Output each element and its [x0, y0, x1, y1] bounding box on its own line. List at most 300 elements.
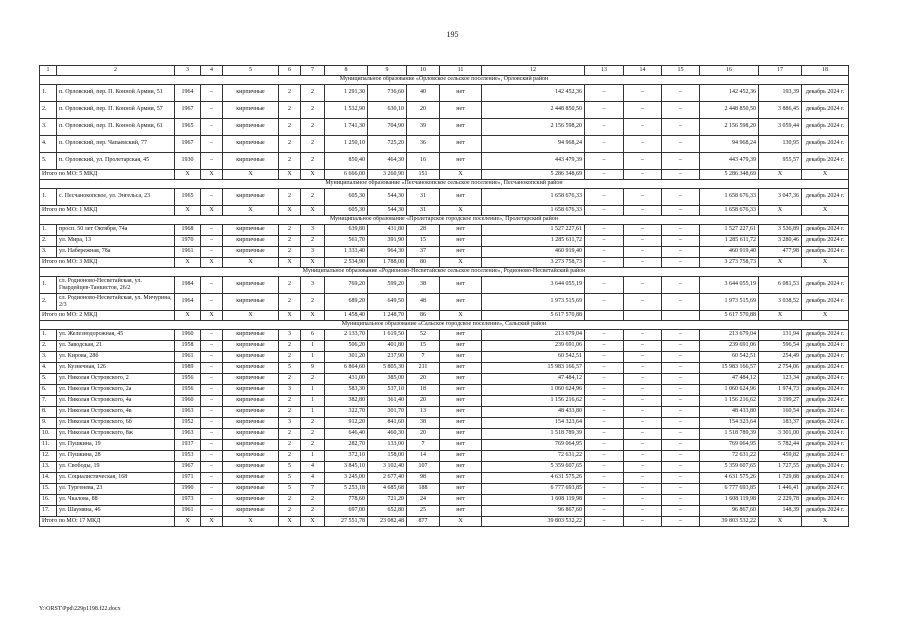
table-cell: –	[624, 374, 662, 385]
total-cell: –	[662, 258, 700, 268]
table-row	[40, 484, 849, 495]
table-cell: 211	[407, 363, 440, 374]
total-cell: X	[279, 170, 301, 180]
table-cell: 1 727,55	[759, 462, 802, 473]
table-cell: 1.	[40, 189, 57, 206]
table-cell: –	[662, 418, 700, 429]
table-cell: 3.	[40, 119, 57, 136]
column-number-cell: 10	[407, 66, 440, 76]
table-cell: 704,90	[368, 119, 407, 136]
table-cell: –	[585, 462, 624, 473]
table-cell: 1961	[175, 506, 201, 517]
table-cell: 130,95	[759, 136, 802, 153]
table-cell: кирпичные	[223, 363, 279, 374]
table-cell: –	[662, 153, 700, 170]
table-cell: 94 968,24	[482, 136, 585, 153]
table-cell: 2	[301, 119, 325, 136]
table-cell: –	[585, 136, 624, 153]
table-cell: –	[624, 462, 662, 473]
table-cell: 3	[301, 225, 325, 236]
table-cell: –	[624, 330, 662, 341]
table-cell: кирпичные	[223, 294, 279, 311]
table-cell: 1 446,41	[759, 484, 802, 495]
table-cell: 20	[407, 396, 440, 407]
table-cell: 477,98	[759, 247, 802, 258]
table-cell: 2	[279, 294, 301, 311]
table-cell: 47 484,12	[700, 374, 759, 385]
table-cell: 460 919,40	[700, 247, 759, 258]
total-cell: 5 617 570,88	[700, 311, 759, 321]
total-cell: 5 286 348,69	[700, 170, 759, 180]
table-cell: –	[585, 247, 624, 258]
table-row	[40, 294, 849, 311]
table-cell: 15	[407, 236, 440, 247]
table-cell: 2	[279, 495, 301, 506]
table-cell: 2	[279, 396, 301, 407]
table-cell: 1963	[175, 407, 201, 418]
table-cell: 1	[301, 451, 325, 462]
table-cell: декабрь 2024 г.	[802, 462, 849, 473]
total-cell: X	[223, 517, 279, 527]
table-cell: –	[201, 330, 223, 341]
table-cell: 2	[279, 247, 301, 258]
table-cell: –	[201, 102, 223, 119]
table-cell: 6 864,60	[325, 363, 368, 374]
table-cell: 123,34	[759, 374, 802, 385]
table-cell: 3 886,45	[759, 102, 802, 119]
table-cell: кирпичные	[223, 429, 279, 440]
table-cell: –	[624, 236, 662, 247]
table-row	[40, 429, 849, 440]
table-cell: нет	[440, 341, 482, 352]
table-cell: 1 658 676,33	[482, 189, 585, 206]
table-cell: 605,30	[325, 189, 368, 206]
table-row	[40, 396, 849, 407]
table-cell: 213 679,04	[700, 330, 759, 341]
table-cell: 14.	[40, 473, 57, 484]
table-cell: ул. Мира, 13	[57, 236, 175, 247]
table-cell: –	[624, 85, 662, 102]
table-cell: –	[585, 506, 624, 517]
total-cell: 877	[407, 517, 440, 527]
total-cell: X	[759, 517, 802, 527]
table-cell: кирпичные	[223, 374, 279, 385]
table-cell: п. Орловский, пер. Чапаевский, 77	[57, 136, 175, 153]
table-cell: –	[201, 236, 223, 247]
table-cell: –	[585, 352, 624, 363]
table-cell: –	[585, 418, 624, 429]
table-cell: ул. Набережная, 78а	[57, 247, 175, 258]
table-cell: 47 484,12	[482, 374, 585, 385]
table-cell: –	[624, 363, 662, 374]
column-number-cell: 1	[40, 66, 57, 76]
table-cell: 5	[279, 473, 301, 484]
table-cell: –	[201, 506, 223, 517]
table-cell: 1 532,90	[325, 102, 368, 119]
table-row	[40, 462, 849, 473]
municipality-header-row	[40, 180, 849, 189]
table-cell: нет	[440, 506, 482, 517]
total-cell: 5 286 348,69	[482, 170, 585, 180]
table-cell: кирпичные	[223, 153, 279, 170]
table-cell: –	[624, 451, 662, 462]
table-cell: 239 691,06	[700, 341, 759, 352]
table-cell: 4.	[40, 363, 57, 374]
table-row	[40, 119, 849, 136]
table-cell: просп. 50 лет Октября, 74а	[57, 225, 175, 236]
table-cell: кирпичные	[223, 484, 279, 495]
table-cell: 9	[301, 363, 325, 374]
table-cell: 2 448 850,50	[700, 102, 759, 119]
total-cell: X	[802, 517, 849, 527]
table-cell: кирпичные	[223, 225, 279, 236]
table-cell: 3 047,36	[759, 189, 802, 206]
municipality-total-row	[40, 311, 849, 321]
table-cell: –	[585, 440, 624, 451]
table-cell: 282,70	[325, 440, 368, 451]
total-cell: X	[802, 206, 849, 216]
table-cell: п. Орловский, ул. Пролетарская, 45	[57, 153, 175, 170]
column-number-cell: 11	[440, 66, 482, 76]
table-cell: 4 631 575,26	[482, 473, 585, 484]
table-cell: 2	[279, 407, 301, 418]
table-cell: кирпичные	[223, 385, 279, 396]
column-number-cell: 18	[802, 66, 849, 76]
table-cell: 193,39	[759, 85, 802, 102]
table-cell: п. Орловский, пер. П. Конной Армии, 57	[57, 102, 175, 119]
table-cell: –	[624, 407, 662, 418]
table-cell: декабрь 2024 г.	[802, 440, 849, 451]
table-cell: –	[201, 495, 223, 506]
table-cell: 2	[301, 374, 325, 385]
table-cell: п. Орловский, пер. П. Конной Армии, 51	[57, 85, 175, 102]
table-cell: –	[201, 484, 223, 495]
table-cell: 1973	[175, 495, 201, 506]
table-cell: –	[201, 247, 223, 258]
table-cell: 3 102,40	[368, 462, 407, 473]
municipality-total-row	[40, 258, 849, 268]
table-cell: 3 245,00	[325, 473, 368, 484]
table-cell: 1956	[175, 385, 201, 396]
table-cell: декабрь 2024 г.	[802, 352, 849, 363]
table-cell: 2	[301, 294, 325, 311]
table-cell: 3 644 055,19	[482, 277, 585, 294]
table-cell: –	[662, 363, 700, 374]
table-cell: декабрь 2024 г.	[802, 236, 849, 247]
total-cell: 3 273 758,73	[700, 258, 759, 268]
table-cell: 2	[279, 277, 301, 294]
table-cell: 8.	[40, 407, 57, 418]
table-cell: –	[585, 385, 624, 396]
table-cell: –	[662, 396, 700, 407]
total-cell: X	[301, 258, 325, 268]
table-cell: декабрь 2024 г.	[802, 473, 849, 484]
table-row	[40, 330, 849, 341]
table-cell: 1.	[40, 85, 57, 102]
table-row	[40, 153, 849, 170]
table-row	[40, 473, 849, 484]
table-cell: 4 631 575,26	[700, 473, 759, 484]
table-cell: 382,80	[325, 396, 368, 407]
total-cell: X	[175, 206, 201, 216]
table-cell: 9.	[40, 418, 57, 429]
table-row	[40, 440, 849, 451]
table-cell: 1 973 515,69	[700, 294, 759, 311]
municipality-total-row	[40, 170, 849, 180]
table-cell: 1965	[175, 119, 201, 136]
table-cell: 2 677,40	[368, 473, 407, 484]
table-cell: 1953	[175, 451, 201, 462]
table-cell: –	[201, 418, 223, 429]
table-cell: 301,70	[368, 407, 407, 418]
table-cell: 60 542,51	[482, 352, 585, 363]
housing-program-table	[39, 65, 849, 527]
table-cell: 2 448 850,50	[482, 102, 585, 119]
table-cell: ул. Пушкина, 28	[57, 451, 175, 462]
table-cell: нет	[440, 374, 482, 385]
column-number-cell: 8	[325, 66, 368, 76]
table-cell: нет	[440, 119, 482, 136]
table-cell: 778,60	[325, 495, 368, 506]
table-cell: –	[624, 341, 662, 352]
column-number-cell: 13	[585, 66, 624, 76]
table-cell: сл. Родионово-Несветайская, ул. Гвардейцев-Танкистов, 26/2	[57, 277, 175, 294]
column-number-cell: 7	[301, 66, 325, 76]
table-cell: 2 133,70	[325, 330, 368, 341]
table-cell: –	[201, 153, 223, 170]
table-cell: –	[662, 330, 700, 341]
table-cell: –	[662, 352, 700, 363]
table-cell: 2	[301, 236, 325, 247]
table-cell: 36	[407, 136, 440, 153]
table-cell: –	[585, 429, 624, 440]
table-cell: 736,60	[368, 85, 407, 102]
table-cell: кирпичные	[223, 277, 279, 294]
total-cell: 544,30	[368, 206, 407, 216]
table-cell: нет	[440, 484, 482, 495]
total-cell: X	[279, 517, 301, 527]
table-cell: декабрь 2024 г.	[802, 385, 849, 396]
table-cell: 5 359 607,65	[482, 462, 585, 473]
table-cell: 2.	[40, 102, 57, 119]
table-cell: 31	[407, 189, 440, 206]
table-cell: 2	[279, 374, 301, 385]
table-cell: 769 064,95	[482, 440, 585, 451]
table-cell: 2	[279, 236, 301, 247]
table-cell: 2	[301, 189, 325, 206]
table-cell: нет	[440, 136, 482, 153]
table-cell: 1968	[175, 225, 201, 236]
table-cell: декабрь 2024 г.	[802, 484, 849, 495]
table-cell: 1 291,30	[325, 85, 368, 102]
table-cell: –	[585, 102, 624, 119]
table-cell: 460,30	[368, 429, 407, 440]
table-cell: 5.	[40, 374, 57, 385]
table-cell: 2 754,06	[759, 363, 802, 374]
column-number-cell: 15	[662, 66, 700, 76]
table-cell: 1	[301, 407, 325, 418]
table-cell: 1930	[175, 153, 201, 170]
table-cell: декабрь 2024 г.	[802, 153, 849, 170]
table-cell: –	[662, 85, 700, 102]
column-number-cell: 9	[368, 66, 407, 76]
table-cell: 841,60	[368, 418, 407, 429]
table-cell: 912,20	[325, 418, 368, 429]
table-cell: кирпичные	[223, 119, 279, 136]
table-cell: 16	[407, 153, 440, 170]
table-cell: 850,40	[325, 153, 368, 170]
total-cell: 1 658 676,33	[700, 206, 759, 216]
total-cell: 31	[407, 206, 440, 216]
table-cell: нет	[440, 473, 482, 484]
table-cell: –	[624, 294, 662, 311]
table-cell: –	[624, 385, 662, 396]
table-cell: 2	[301, 102, 325, 119]
table-cell: 599,20	[368, 277, 407, 294]
table-cell: 443 479,39	[700, 153, 759, 170]
table-cell: –	[585, 85, 624, 102]
table-cell: кирпичные	[223, 352, 279, 363]
table-cell: 48	[407, 294, 440, 311]
total-cell: X	[201, 258, 223, 268]
table-cell: декабрь 2024 г.	[802, 225, 849, 236]
table-cell: 18	[407, 385, 440, 396]
table-cell: нет	[440, 495, 482, 506]
table-cell: 1961	[175, 247, 201, 258]
table-cell: 372,10	[325, 451, 368, 462]
table-cell: 24	[407, 495, 440, 506]
table-cell: 3	[279, 418, 301, 429]
table-cell: –	[201, 407, 223, 418]
table-cell: нет	[440, 407, 482, 418]
table-cell: нет	[440, 429, 482, 440]
table-cell: 5 782,44	[759, 440, 802, 451]
table-cell: –	[201, 429, 223, 440]
table-cell: кирпичные	[223, 85, 279, 102]
table-cell: кирпичные	[223, 396, 279, 407]
table-cell: –	[662, 495, 700, 506]
table-cell: 3 280,46	[759, 236, 802, 247]
table-cell: –	[662, 473, 700, 484]
table-cell: нет	[440, 189, 482, 206]
municipality-title: Муниципальное образование «Сальское городское поселение», Сальский район	[40, 321, 849, 330]
total-cell: –	[624, 517, 662, 527]
table-cell: нет	[440, 352, 482, 363]
total-cell: 3 260,90	[368, 170, 407, 180]
total-cell: X	[759, 258, 802, 268]
table-cell: 583,30	[325, 385, 368, 396]
table-cell: 4.	[40, 136, 57, 153]
table-cell: 2 156 598,20	[482, 119, 585, 136]
table-cell: декабрь 2024 г.	[802, 396, 849, 407]
table-cell: 4	[301, 462, 325, 473]
total-cell: 27 551,78	[325, 517, 368, 527]
table-cell: 361,40	[368, 396, 407, 407]
table-cell: 1	[301, 352, 325, 363]
table-cell: 17.	[40, 506, 57, 517]
table-cell: 3 644 055,19	[700, 277, 759, 294]
table-cell: –	[662, 247, 700, 258]
table-cell: –	[585, 189, 624, 206]
table-cell: 5 359 607,65	[700, 462, 759, 473]
table-cell: 1 527 227,61	[482, 225, 585, 236]
table-cell: 769,20	[325, 277, 368, 294]
table-cell: –	[585, 363, 624, 374]
table-cell: –	[585, 277, 624, 294]
table-cell: 301,20	[325, 352, 368, 363]
municipality-title: Муниципальное образование «Пролетарское городское поселение», Пролетарский район	[40, 216, 849, 225]
total-cell: –	[624, 170, 662, 180]
table-cell: –	[201, 85, 223, 102]
table-cell: кирпичные	[223, 330, 279, 341]
table-cell: кирпичные	[223, 341, 279, 352]
table-cell: –	[662, 341, 700, 352]
table-cell: 142 452,36	[482, 85, 585, 102]
table-cell: 107	[407, 462, 440, 473]
table-cell: –	[624, 440, 662, 451]
table-cell: ул. Чкалова, 88	[57, 495, 175, 506]
table-cell: 2.	[40, 236, 57, 247]
total-cell: X	[759, 311, 802, 321]
table-cell: декабрь 2024 г.	[802, 451, 849, 462]
table-cell: 6 777 693,85	[700, 484, 759, 495]
table-cell: 2	[301, 506, 325, 517]
table-cell: нет	[440, 153, 482, 170]
table-cell: 142 452,36	[700, 85, 759, 102]
total-label: Итого по МО: 1 МКД	[40, 206, 175, 216]
total-cell: X	[223, 258, 279, 268]
table-cell: –	[585, 451, 624, 462]
table-row	[40, 236, 849, 247]
total-cell: 39 803 532,22	[482, 517, 585, 527]
table-cell: 3 536,89	[759, 225, 802, 236]
table-cell: –	[201, 136, 223, 153]
table-cell: 28	[407, 225, 440, 236]
page-number: 195	[446, 30, 459, 39]
table-cell: декабрь 2024 г.	[802, 119, 849, 136]
municipality-total-row	[40, 517, 849, 527]
table-cell: декабрь 2024 г.	[802, 277, 849, 294]
total-cell: X	[301, 206, 325, 216]
table-cell: –	[624, 396, 662, 407]
total-cell: –	[585, 206, 624, 216]
table-cell: 721,20	[368, 495, 407, 506]
table-cell: 1	[301, 341, 325, 352]
total-cell	[662, 311, 700, 321]
table-cell: 639,80	[325, 225, 368, 236]
table-cell: нет	[440, 396, 482, 407]
table-cell: 460 919,40	[482, 247, 585, 258]
table-cell: кирпичные	[223, 236, 279, 247]
table-cell: –	[662, 385, 700, 396]
table-cell: кирпичные	[223, 495, 279, 506]
total-cell: X	[223, 170, 279, 180]
total-cell: X	[223, 311, 279, 321]
table-cell: 3	[301, 277, 325, 294]
table-cell: декабрь 2024 г.	[802, 294, 849, 311]
table-cell: 443 479,39	[482, 153, 585, 170]
table-cell: 3	[279, 330, 301, 341]
total-cell: X	[175, 258, 201, 268]
total-cell: X	[301, 170, 325, 180]
municipality-title: Муниципальное образование «Песчанокопское сельское поселение», Песчанокопский район	[40, 180, 849, 189]
table-cell: 1964	[175, 294, 201, 311]
table-cell: кирпичные	[223, 136, 279, 153]
table-cell: –	[624, 136, 662, 153]
table-cell: –	[585, 484, 624, 495]
table-cell: 7	[407, 352, 440, 363]
table-cell: –	[201, 374, 223, 385]
